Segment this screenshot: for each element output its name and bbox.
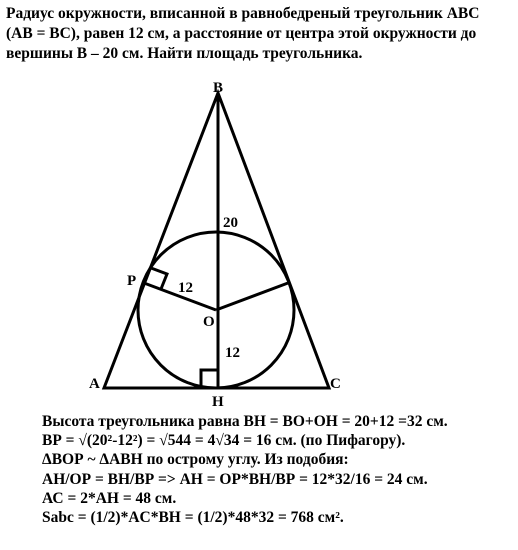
- solution-line-1: Высота треугольника равна ВН = ВО+ОН = 20+12 =32 см.: [42, 413, 448, 430]
- radius-to-bc: [216, 283, 288, 310]
- label-length-op: 12: [178, 280, 193, 296]
- label-point-c: C: [330, 376, 341, 392]
- problem-line-2: (АВ = ВС), равен 12 см, а расстояние от центра этой окружности до: [6, 25, 477, 42]
- problem-line-1: Радиус окружности, вписанной в равнобедреный треугольник АВС: [6, 5, 480, 22]
- label-length-bo: 20: [223, 215, 238, 231]
- label-point-b: B: [213, 80, 224, 96]
- label-point-p: P: [127, 273, 137, 289]
- label-point-a: A: [89, 376, 100, 392]
- label-point-o: O: [203, 314, 215, 330]
- solution-block: [42, 412, 512, 527]
- solution-line-4: АН/ОР = ВН/ВР => АН = ОР*ВН/ВР = 12*32/16 = 24 см.: [42, 470, 428, 488]
- solution-line-6: Sabc = (1/2)*AC*BH = (1/2)*48*32 = 768 см².: [42, 509, 344, 527]
- solution-line-3: ΔВОР ~ ΔАВН по острому углу. Из подобия:: [42, 451, 349, 469]
- problem-line-3: вершины В – 20 см. Найти площадь треугольника.: [6, 45, 363, 62]
- solution-line-2: ВР = √(20²-12²) = √544 = 4√34 = 16 см. (по Пифагору).: [42, 432, 406, 450]
- right-angle-mark-h: [201, 370, 218, 388]
- label-point-h: H: [212, 394, 224, 410]
- label-length-oh: 12: [225, 345, 240, 361]
- solution-line-5: АС = 2*АН = 48 см.: [42, 489, 177, 507]
